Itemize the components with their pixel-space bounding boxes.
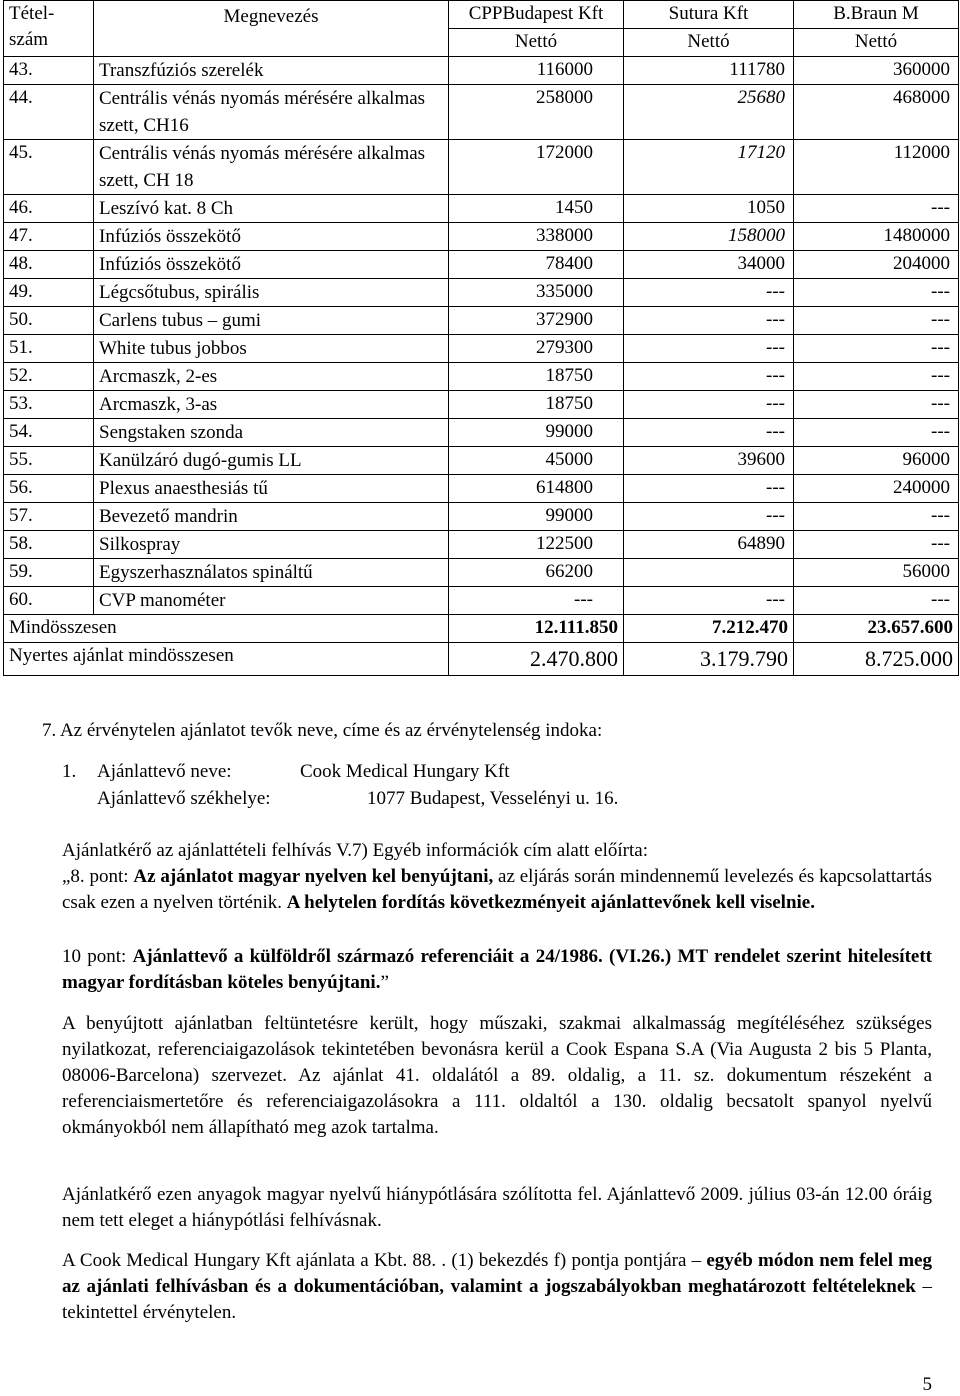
table-row bbox=[4, 279, 959, 307]
item-name: Centrális vénás nyomás mérésére alkalmas szett, CH16 bbox=[94, 85, 449, 140]
table-row bbox=[4, 85, 959, 140]
quote-10-close: ” bbox=[380, 972, 389, 993]
price-vendor-2: --- bbox=[624, 279, 794, 307]
price-vendor-3: 96000 bbox=[794, 447, 959, 475]
total-label: Mindösszesen bbox=[4, 615, 449, 643]
page-number: 5 bbox=[922, 1374, 932, 1395]
price-vendor-3: 468000 bbox=[794, 85, 959, 140]
price-vendor-1: 172000 bbox=[449, 140, 624, 195]
price-vendor-3: --- bbox=[794, 391, 959, 419]
item-no: 60. bbox=[4, 587, 94, 615]
price-vendor-3: --- bbox=[794, 531, 959, 559]
price-vendor-2: --- bbox=[624, 419, 794, 447]
item-no: 53. bbox=[4, 391, 94, 419]
price-vendor-1: 258000 bbox=[449, 85, 624, 140]
price-vendor-2: --- bbox=[624, 363, 794, 391]
price-vendor-3: --- bbox=[794, 307, 959, 335]
price-vendor-3: 1480000 bbox=[794, 223, 959, 251]
table-row bbox=[4, 391, 959, 419]
price-vendor-2: --- bbox=[624, 587, 794, 615]
price-vendor-1: 99000 bbox=[449, 503, 624, 531]
item-name: Carlens tubus – gumi bbox=[94, 307, 449, 335]
quote-8-prefix: „8. pont: bbox=[62, 866, 134, 887]
section-7-heading: 7. Az érvénytelen ajánlatot tevők neve, címe és az érvénytelenség indoka: bbox=[42, 720, 603, 741]
item-name: Kanülzáró dugó-gumis LL bbox=[94, 447, 449, 475]
intro-text: Ajánlatkérő az ajánlattételi felhívás V.7) Egyéb információk cím alatt előírta: bbox=[62, 840, 648, 861]
item-no: 47. bbox=[4, 223, 94, 251]
price-vendor-2: --- bbox=[624, 391, 794, 419]
table-row bbox=[4, 307, 959, 335]
winner-row bbox=[4, 643, 959, 676]
price-vendor-3: --- bbox=[794, 195, 959, 223]
price-vendor-3: --- bbox=[794, 363, 959, 391]
price-vendor-2: 64890 bbox=[624, 531, 794, 559]
item-no: 52. bbox=[4, 363, 94, 391]
header-net-2: Nettó bbox=[624, 29, 794, 57]
price-vendor-3: 56000 bbox=[794, 559, 959, 587]
price-vendor-3: 112000 bbox=[794, 140, 959, 195]
item-no: 46. bbox=[4, 195, 94, 223]
item-no: 49. bbox=[4, 279, 94, 307]
price-vendor-3: --- bbox=[794, 279, 959, 307]
total-vendor-1: 12.111.850 bbox=[449, 615, 624, 643]
winner-vendor-1: 2.470.800 bbox=[449, 643, 624, 676]
bidder-seat-value: 1077 Budapest, Vesselényi u. 16. bbox=[367, 788, 619, 809]
total-row bbox=[4, 615, 959, 643]
quote-10-bold: Ajánlattevő a külföldről származó referenciáit a 24/1986. (VI.26.) MT rendelet szerint hitelesített magyar fordításban köteles benyújtani. bbox=[62, 946, 932, 993]
para-3-bold: egyéb módon nem felel meg az ajánlati felhívásban és a dokumentációban, valamint a jogszabályokban meghatározott feltételeknek bbox=[62, 1250, 932, 1297]
table-row bbox=[4, 363, 959, 391]
item-name: Légcsőtubus, spirális bbox=[94, 279, 449, 307]
paragraph-1: A benyújtott ajánlatban feltüntetésre került, hogy műszaki, szakmai alkalmasság megítéléséhez szükséges nyilatkozat, referenciaigazolások tekintetében bevonásra kerül a Cook Espana S.A (Via Augusta 2 bis 5 Planta, 08006-Barcelona) szervezet. Az ajánlat 41. oldalától a 89. oldalig, a 11. sz. dokumentum részeként a referenciaismertetőre és referenciaigazolásokra a 111. oldaltól a 130. oldalig becsatolt spanyol nyelvű okmányokból nem állapítható meg azok tartalma. bbox=[62, 1013, 932, 1138]
price-vendor-1: 66200 bbox=[449, 559, 624, 587]
quote-8-bold: Az ajánlatot magyar nyelven kel benyújtani, bbox=[133, 866, 494, 887]
item-name: CVP manométer bbox=[94, 587, 449, 615]
table-row bbox=[4, 447, 959, 475]
bidder-name-line bbox=[62, 759, 762, 785]
winner-vendor-2: 3.179.790 bbox=[624, 643, 794, 676]
item-no: 48. bbox=[4, 251, 94, 279]
item-name: Leszívó kat. 8 Ch bbox=[94, 195, 449, 223]
table-header-row bbox=[4, 1, 959, 29]
price-vendor-2: 25680 bbox=[624, 85, 794, 140]
item-name: Infúziós összekötő bbox=[94, 251, 449, 279]
table-row bbox=[4, 587, 959, 615]
table-row bbox=[4, 531, 959, 559]
paragraph-2: Ajánlatkérő ezen anyagok magyar nyelvű hiánypótlására szólította fel. Ajánlattevő 2009. július 03-án 12.00 óráig nem tett eleget a hiánypótlási felhívásnak. bbox=[62, 1184, 932, 1231]
quote-point-10 bbox=[62, 944, 932, 996]
price-vendor-2 bbox=[624, 559, 794, 587]
item-name: Sengstaken szonda bbox=[94, 419, 449, 447]
header-vendor-3: B.Braun M bbox=[794, 1, 959, 29]
item-name: Bevezető mandrin bbox=[94, 503, 449, 531]
bidder-item-no: 1. bbox=[62, 761, 77, 782]
table-row bbox=[4, 57, 959, 85]
price-vendor-3: 204000 bbox=[794, 251, 959, 279]
header-item-no: Tétel-szám bbox=[4, 1, 94, 57]
price-vendor-1: 335000 bbox=[449, 279, 624, 307]
price-vendor-2: 17120 bbox=[624, 140, 794, 195]
paragraph-3 bbox=[62, 1248, 932, 1326]
price-vendor-1: 99000 bbox=[449, 419, 624, 447]
item-name: Silkospray bbox=[94, 531, 449, 559]
price-vendor-2: --- bbox=[624, 307, 794, 335]
price-vendor-1: 18750 bbox=[449, 363, 624, 391]
total-vendor-3: 23.657.600 bbox=[794, 615, 959, 643]
price-vendor-1: 78400 bbox=[449, 251, 624, 279]
quote-8-bold-end: A helytelen fordítás következményeit ajánlattevőnek kell viselnie. bbox=[286, 892, 815, 913]
price-vendor-1: 614800 bbox=[449, 475, 624, 503]
price-vendor-2: --- bbox=[624, 475, 794, 503]
price-vendor-3: 240000 bbox=[794, 475, 959, 503]
total-vendor-2: 7.212.470 bbox=[624, 615, 794, 643]
table-row bbox=[4, 223, 959, 251]
price-vendor-1: 122500 bbox=[449, 531, 624, 559]
bidder-seat-label: Ajánlattevő székhelye: bbox=[97, 788, 271, 809]
header-name: Megnevezés bbox=[94, 1, 449, 57]
header-vendor-2: Sutura Kft bbox=[624, 1, 794, 29]
price-vendor-2: --- bbox=[624, 335, 794, 363]
price-vendor-2: 111780 bbox=[624, 57, 794, 85]
header-vendor-1: CPPBudapest Kft bbox=[449, 1, 624, 29]
para-3-end: – tekintettel érvénytelen. bbox=[62, 1276, 932, 1323]
item-no: 44. bbox=[4, 85, 94, 140]
item-no: 56. bbox=[4, 475, 94, 503]
table-row bbox=[4, 140, 959, 195]
price-vendor-3: --- bbox=[794, 503, 959, 531]
item-name: Infúziós összekötő bbox=[94, 223, 449, 251]
table-row bbox=[4, 559, 959, 587]
price-vendor-1: 18750 bbox=[449, 391, 624, 419]
item-name: Plexus anaesthesiás tű bbox=[94, 475, 449, 503]
price-vendor-1: --- bbox=[449, 587, 624, 615]
bidder-name-label: Ajánlattevő neve: bbox=[97, 761, 232, 782]
item-no: 57. bbox=[4, 503, 94, 531]
price-vendor-3: --- bbox=[794, 419, 959, 447]
price-vendor-1: 372900 bbox=[449, 307, 624, 335]
price-vendor-1: 338000 bbox=[449, 223, 624, 251]
table-row bbox=[4, 419, 959, 447]
item-no: 43. bbox=[4, 57, 94, 85]
item-no: 58. bbox=[4, 531, 94, 559]
item-name: Centrális vénás nyomás mérésére alkalmas szett, CH 18 bbox=[94, 140, 449, 195]
table-row bbox=[4, 503, 959, 531]
item-no: 55. bbox=[4, 447, 94, 475]
bidder-name-value: Cook Medical Hungary Kft bbox=[300, 761, 510, 782]
item-no: 51. bbox=[4, 335, 94, 363]
table-row bbox=[4, 251, 959, 279]
item-name: Transzfúziós szerelék bbox=[94, 57, 449, 85]
item-no: 54. bbox=[4, 419, 94, 447]
price-vendor-2: 158000 bbox=[624, 223, 794, 251]
price-vendor-1: 279300 bbox=[449, 335, 624, 363]
quote-10-prefix: 10 pont: bbox=[62, 946, 133, 967]
winner-label: Nyertes ajánlat mindösszesen bbox=[4, 643, 449, 676]
price-vendor-1: 116000 bbox=[449, 57, 624, 85]
price-vendor-1: 45000 bbox=[449, 447, 624, 475]
item-name: White tubus jobbos bbox=[94, 335, 449, 363]
price-vendor-3: 360000 bbox=[794, 57, 959, 85]
header-net-1: Nettó bbox=[449, 29, 624, 57]
price-vendor-2: 39600 bbox=[624, 447, 794, 475]
item-no: 45. bbox=[4, 140, 94, 195]
winner-vendor-3: 8.725.000 bbox=[794, 643, 959, 676]
price-comparison-table bbox=[3, 0, 959, 676]
table-row bbox=[4, 335, 959, 363]
item-name: Egyszerhasználatos spináltű bbox=[94, 559, 449, 587]
price-vendor-1: 1450 bbox=[449, 195, 624, 223]
quote-point-8 bbox=[62, 864, 932, 916]
table-body bbox=[4, 57, 959, 615]
price-vendor-3: --- bbox=[794, 587, 959, 615]
header-net-3: Nettó bbox=[794, 29, 959, 57]
item-name: Arcmaszk, 3-as bbox=[94, 391, 449, 419]
price-vendor-3: --- bbox=[794, 335, 959, 363]
table-row bbox=[4, 475, 959, 503]
para-3-text: A Cook Medical Hungary Kft ajánlata a Kbt. 88. . (1) bekezdés f) pontja pontjára – bbox=[62, 1250, 707, 1271]
table-row bbox=[4, 195, 959, 223]
price-vendor-2: 1050 bbox=[624, 195, 794, 223]
item-no: 50. bbox=[4, 307, 94, 335]
item-no: 59. bbox=[4, 559, 94, 587]
price-vendor-2: --- bbox=[624, 503, 794, 531]
quote-8-text: az eljárás során mindennemű levelezés és kapcsolattartás csak ezen a nyelven történik. bbox=[62, 866, 932, 913]
item-name: Arcmaszk, 2-es bbox=[94, 363, 449, 391]
price-vendor-2: 34000 bbox=[624, 251, 794, 279]
